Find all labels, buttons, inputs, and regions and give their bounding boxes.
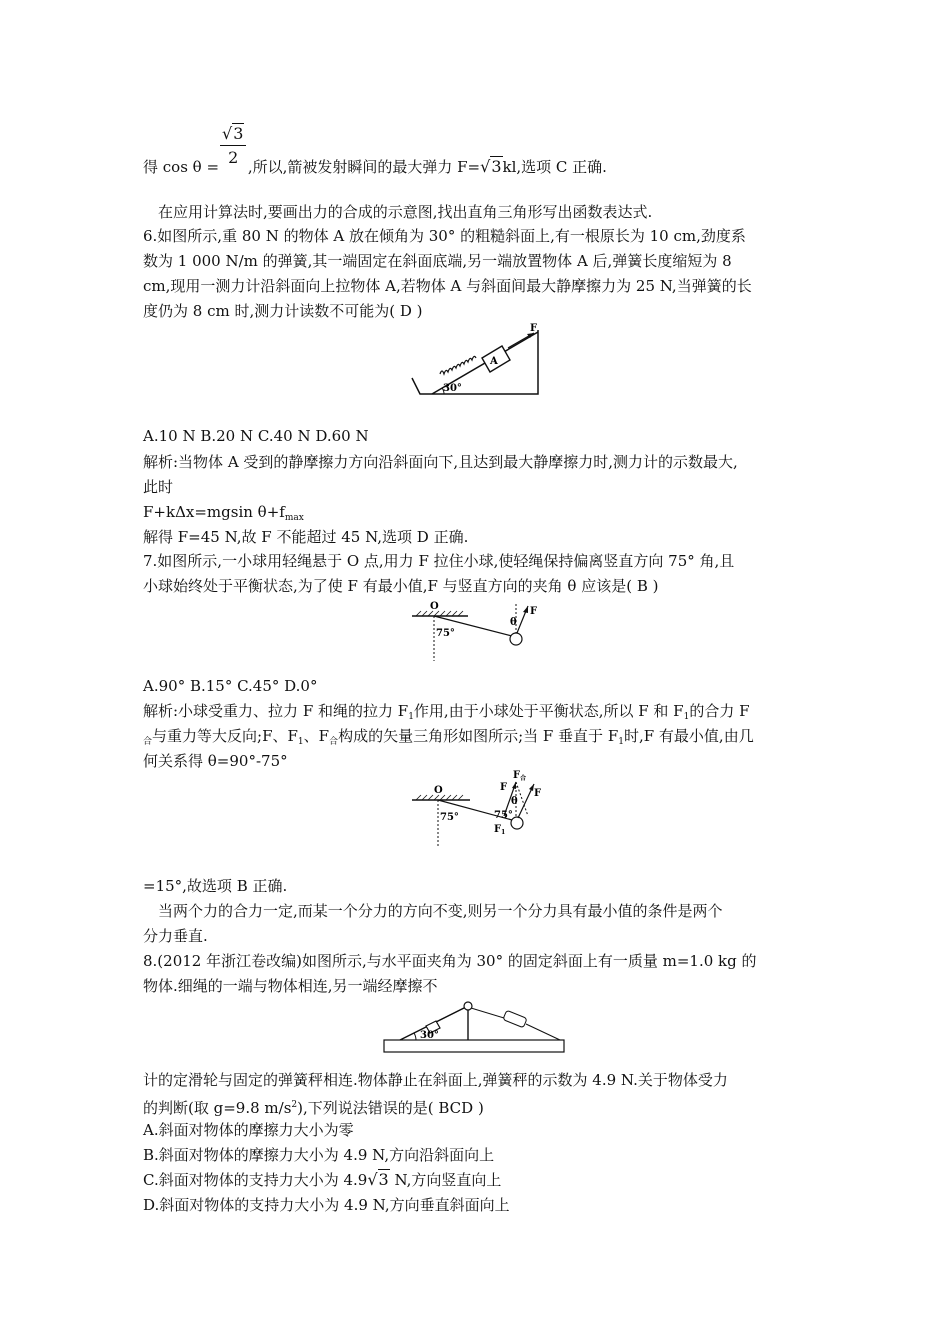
q7-solution-1: 解析:小球受重力、拉力 F 和绳的拉力 $F_1$作用,由于小球处于平衡状态,所以 F 和 $F_1$的合力 F — [143, 702, 750, 722]
q6-line-4: 度仍为 8 cm 时,测力计读数不可能为( D ) — [143, 302, 423, 320]
q7-solution-4: =15°,故选项 B 正确. — [143, 877, 288, 895]
tip2-line-1: 当两个力的合力一定,而某一个分力的方向不变,则另一个分力具有最小值的条件是两个 — [158, 902, 723, 920]
q6-solution-1: 解析:当物体 A 受到的静摩擦力方向沿斜面向下,且达到最大静摩擦力时,测力计的示数最大, — [143, 453, 738, 471]
svg-text:A: A — [490, 356, 498, 367]
svg-text:30°: 30° — [443, 383, 462, 394]
figure-incline-spring — [410, 322, 545, 400]
svg-text:30°: 30° — [420, 1030, 439, 1041]
q7-solution-2: $_合$与重力等大反向;F、$F_1$、$F_合$构成的矢量三角形如图所示;当 F 垂直于 $F_1$时,F 有最小值,由几 — [143, 727, 754, 747]
q8-option-c: C.斜面对物体的支持力大小为 4.9√3 N,方向竖直向上 — [143, 1170, 502, 1189]
ball — [510, 633, 522, 645]
q6-line-1: 6.如图所示,重 80 N 的物体 A 放在倾角为 30° 的粗糙斜面上,有一根原长为 10 cm,劲度系 — [143, 227, 746, 245]
q6-solution-3: F+kΔx=mgsin $\theta+f_{max}$ — [143, 503, 304, 523]
tip-line-1: 在应用计算法时,要画出力的合成的示意图,找出直角三角形写出函数表达式. — [158, 203, 653, 221]
svg-text:F合: $F_合$ — [513, 770, 527, 782]
svg-text:F: F — [534, 788, 542, 799]
fraction-denominator: 2 — [228, 148, 239, 167]
text-line-cos: 得 cos θ = ,所以,箭被发射瞬间的最大弹力 F=√3kl,选项 C 正确. — [143, 157, 607, 176]
q6-solution-4: 解得 F=45 N,故 F 不能超过 45 N,选项 D 正确. — [143, 528, 469, 546]
svg-text:F1: $F_1$ — [494, 824, 506, 836]
q7-line-2: 小球始终处于平衡状态,为了使 F 有最小值,F 与竖直方向的夹角 θ 应该是( B ) — [143, 577, 659, 595]
svg-text:θ: θ — [510, 617, 517, 628]
q7-line-1: 7.如图所示,一小球用轻绳悬于 O 点,用力 F 拉住小球,使轻绳保持偏离竖直方向 75° 角,且 — [143, 552, 735, 570]
figure-incline-pulley — [380, 996, 570, 1056]
svg-text:F: F — [500, 782, 508, 793]
figure-ball-string — [408, 598, 558, 662]
fraction-numerator: √3 — [220, 124, 246, 146]
svg-text:75°: 75° — [440, 812, 459, 823]
q8-option-d: D.斜面对物体的支持力大小为 4.9 N,方向垂直斜面向上 — [143, 1196, 510, 1214]
q8-line-3: 计的定滑轮与固定的弹簧秤相连.物体静止在斜面上,弹簧秤的示数为 4.9 N.关于物体受力 — [143, 1071, 728, 1089]
q8-option-a: A.斜面对物体的摩擦力大小为零 — [143, 1121, 354, 1139]
svg-text:θ: θ — [511, 796, 518, 807]
q7-solution-3: 何关系得 θ=90°-75° — [143, 752, 288, 770]
q8-option-b: B.斜面对物体的摩擦力大小为 4.9 N,方向沿斜面向上 — [143, 1146, 495, 1164]
spring-scale — [503, 1010, 527, 1028]
q6-line-2: 数为 1 000 N/m 的弹簧,其一端固定在斜面底端,另一端放置物体 A 后,弹簧长度缩短为 8 — [143, 252, 732, 270]
svg-text:75°: 75° — [436, 628, 455, 639]
q8-line-2: 物体.细绳的一端与物体相连,另一端经摩擦不 — [143, 977, 438, 995]
svg-text:F: F — [530, 323, 538, 334]
q8-line-1: 8.(2012 年浙江卷改编)如图所示,与水平面夹角为 30° 的固定斜面上有一质量 m=1.0 kg 的 — [143, 952, 757, 970]
svg-text:75°: 75° — [494, 810, 513, 821]
q6-options: A.10 N B.20 N C.40 N D.60 N — [143, 427, 369, 445]
tip2-line-2: 分力垂直. — [143, 927, 208, 945]
q8-line-4: 的判断(取 g=9.8 $m/s^2$),下列说法错误的是( BCD ) — [143, 1099, 484, 1117]
svg-text:O: O — [434, 785, 443, 796]
q6-solution-2: 此时 — [143, 478, 174, 496]
figure-vector-triangle — [408, 768, 558, 850]
svg-text:O: O — [430, 601, 439, 612]
svg-text:F: F — [530, 606, 538, 617]
q6-line-3: cm,现用一测力计沿斜面向上拉物体 A,若物体 A 与斜面间最大静摩擦力为 25 N,当弹簧的长 — [143, 277, 752, 295]
q7-options: A.90° B.15° C.45° D.0° — [143, 677, 318, 695]
